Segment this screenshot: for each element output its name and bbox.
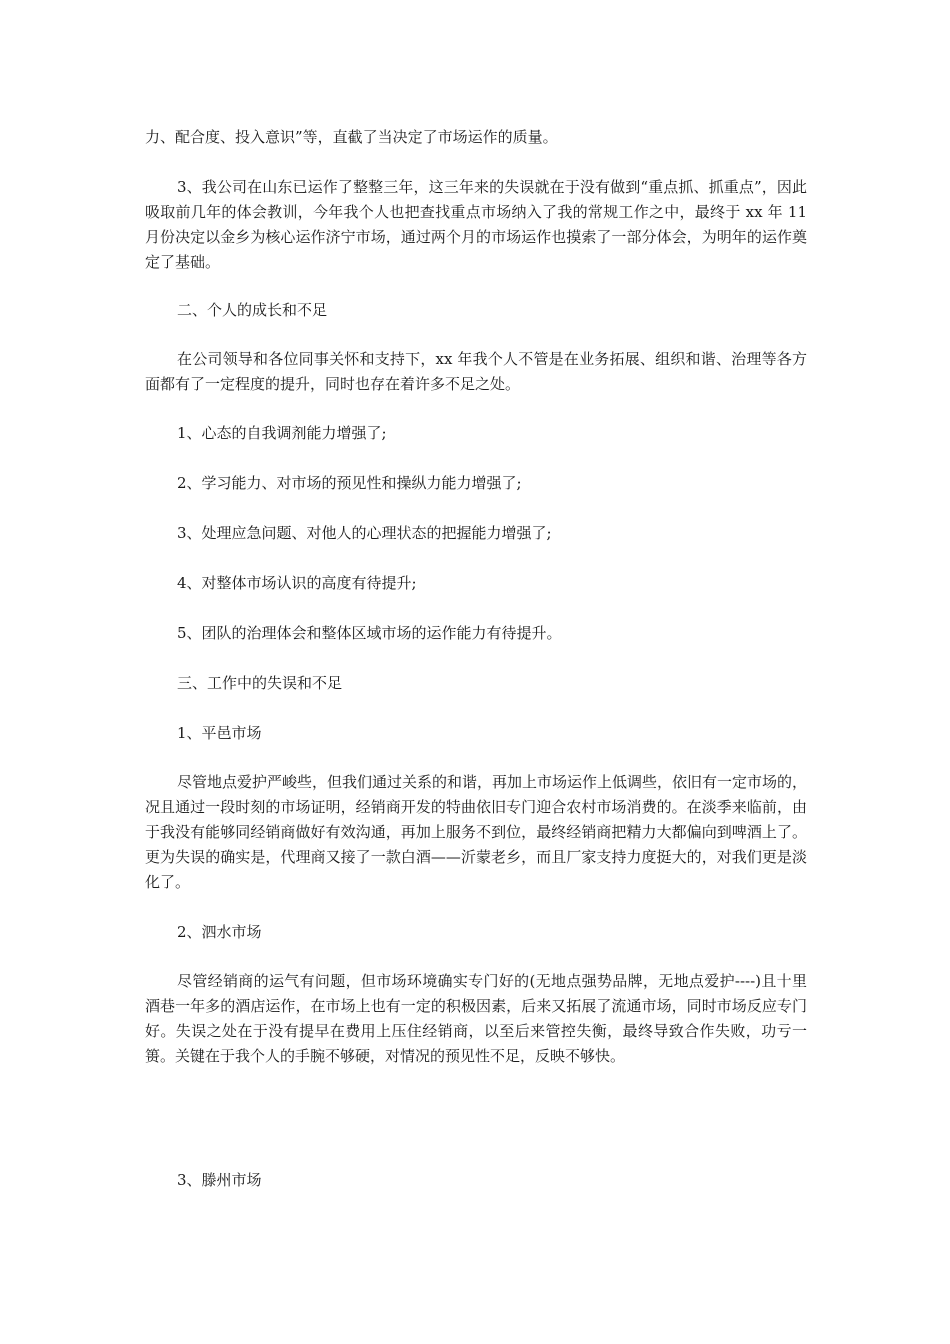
subheading-tengzhou: 3、滕州市场 [177,1171,262,1189]
list-item: 2、学习能力、对市场的预见性和操纵力能力增强了; [177,474,522,492]
section-heading-3: 三、工作中的失误和不足 [177,674,343,692]
paragraph-point-3: 3、我公司在山东已运作了整整三年，这三年来的失误就在于没有做到“重点抓、抓重点”，因此吸取前几年的体会教训，今年我个人也把查找重点市场纳入了我的常规工作之中，最终于 xx 年 11 月份决定以金乡为核心运作济宁市场，通过两个月的市场运作也摸索了一部分体会，为明年的运作奠定了基础。 [145,178,807,271]
paragraph-continuation: 力、配合度、投入意识”等，直截了当决定了市场运作的质量。 [145,128,558,146]
list-item: 3、处理应急问题、对他人的心理状态的把握能力增强了; [177,524,552,542]
subheading-sishui: 2、泗水市场 [177,923,262,941]
section-heading-2: 二、个人的成长和不足 [177,301,328,319]
list-item: 5、团队的治理体会和整体区域市场的运作能力有待提升。 [177,624,562,642]
subheading-pingyi: 1、平邑市场 [177,724,262,742]
paragraph-sishui: 尽管经销商的运气有问题，但市场环境确实专门好的(无地点强势品牌，无地点爱护----)且十里酒巷一年多的酒店运作，在市场上也有一定的积极因素，后来又拓展了流通市场，同时市场反应专门好。失误之处在于没有提早在费用上压住经销商，以至后来管控失衡，最终导致合作失败，功亏一篑。关键在于我个人的手腕不够硬，对情况的预见性不足，反映不够快。 [145,972,807,1065]
paragraph-intro: 在公司领导和各位同事关怀和支持下，xx 年我个人不管是在业务拓展、组织和谐、治理等各方面都有了一定程度的提升，同时也存在着许多不足之处。 [145,350,807,393]
paragraph-pingyi: 尽管地点爱护严峻些，但我们通过关系的和谐，再加上市场运作上低调些，依旧有一定市场的，况且通过一段时刻的市场证明，经销商开发的特曲依旧专门迎合农村市场消费的。在淡季来临前，由于我没有能够同经销商做好有效沟通，再加上服务不到位，最终经销商把精力大都偏向到啤酒上了。更为失误的确实是，代理商又接了一款白酒——沂蒙老乡，而且厂家支持力度挺大的，对我们更是淡化了。 [145,773,808,891]
list-item: 4、对整体市场认识的高度有待提升; [177,574,417,592]
list-item: 1、心态的自我调剂能力增强了; [177,424,387,442]
